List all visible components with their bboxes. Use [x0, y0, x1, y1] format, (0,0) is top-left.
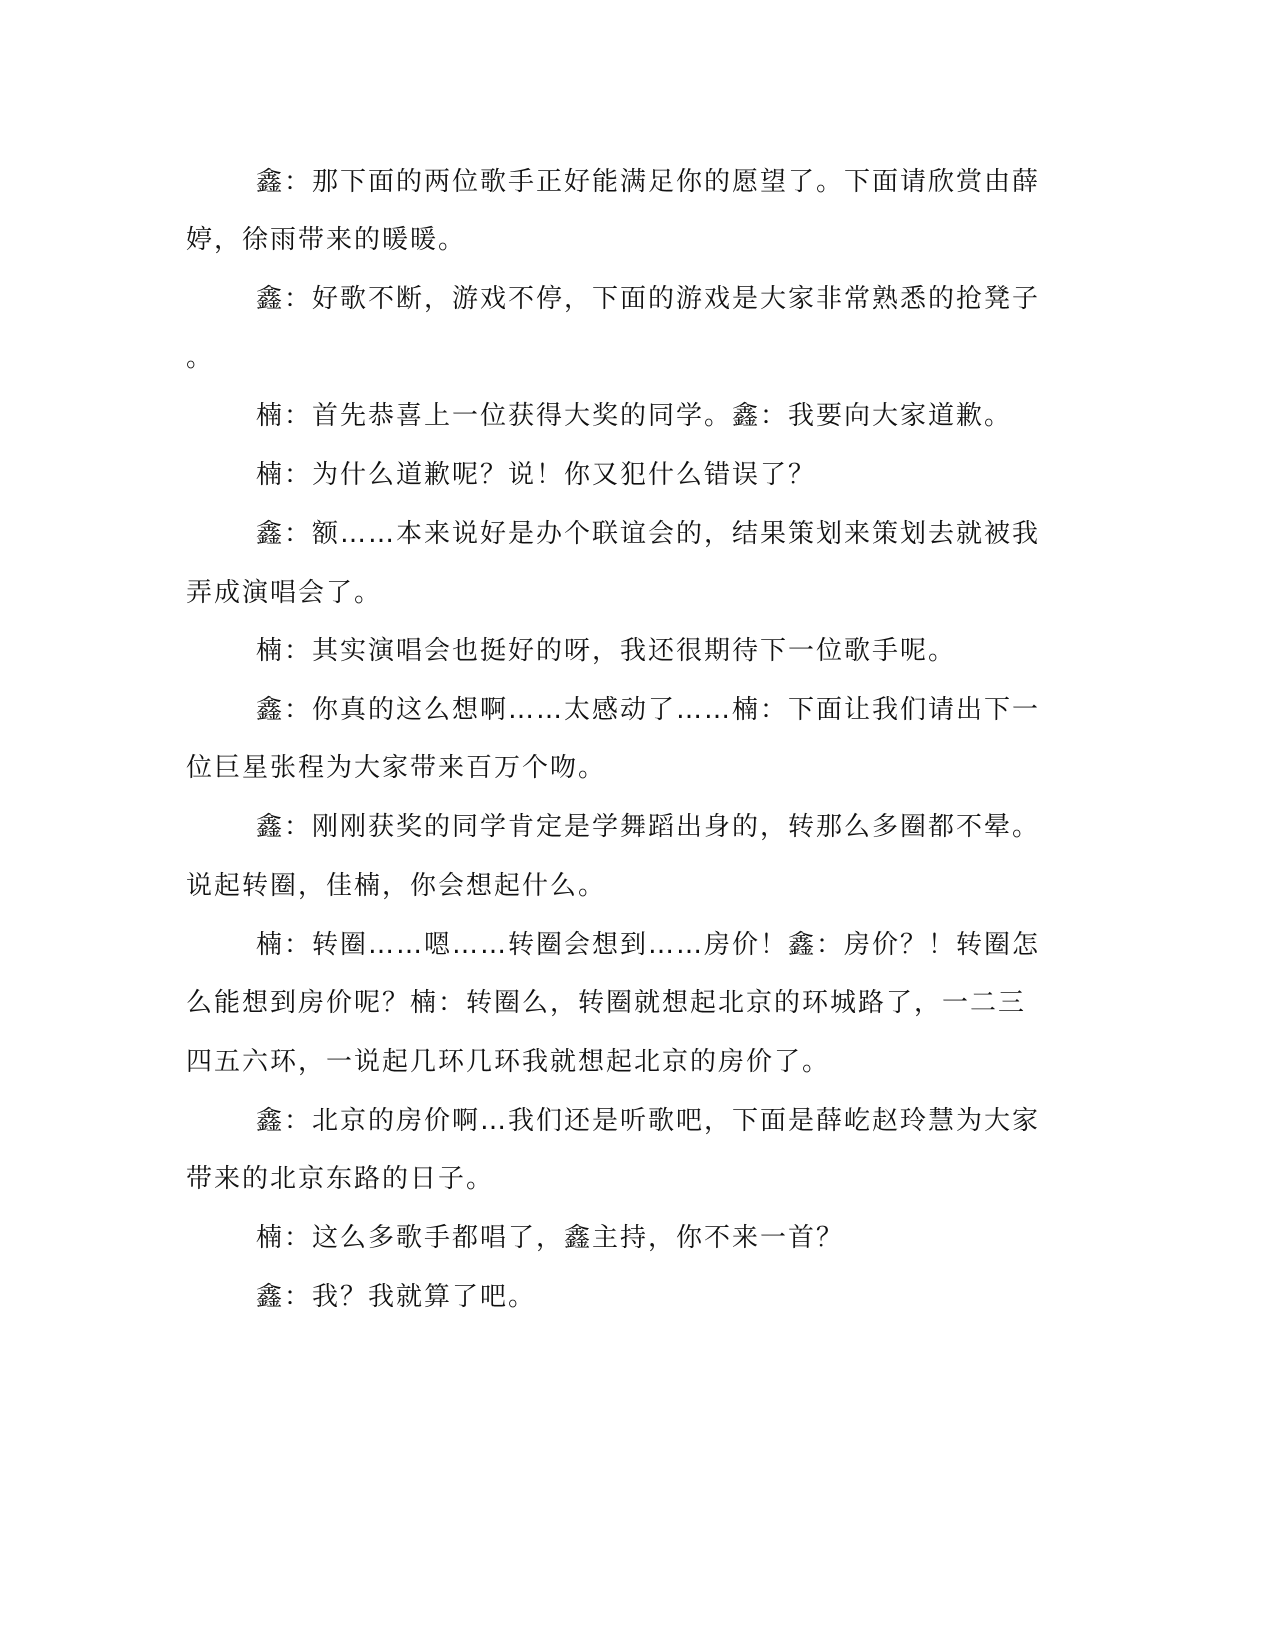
- paragraph-line: 鑫：你真的这么想啊……太感动了……楠：下面让我们请出下一: [256, 695, 1041, 725]
- paragraph-line: 楠：首先恭喜上一位获得大奖的同学。鑫：我要向大家道歉。: [256, 401, 1013, 431]
- paragraph-line: 婷，徐雨带来的暖暖。: [186, 225, 467, 255]
- paragraph-line: 么能想到房价呢？楠：转圈么，转圈就想起北京的环城路了，一二三: [186, 988, 1027, 1018]
- paragraph-line: 鑫：北京的房价啊…我们还是听歌吧，下面是薛屹赵玲慧为大家: [256, 1106, 1041, 1136]
- paragraph-line: 鑫：额……本来说好是办个联谊会的，结果策划来策划去就被我: [256, 519, 1041, 549]
- paragraph-line: 鑫：那下面的两位歌手正好能满足你的愿望了。下面请欣赏由薛: [256, 167, 1041, 197]
- paragraph-line: 。: [186, 343, 215, 373]
- paragraph-line: 带来的北京东路的日子。: [186, 1164, 495, 1194]
- paragraph-line: 弄成演唱会了。: [186, 578, 383, 608]
- paragraph-line: 位巨星张程为大家带来百万个吻。: [186, 753, 607, 783]
- paragraph-line: 说起转圈，佳楠，你会想起什么。: [186, 871, 607, 901]
- paragraph-line: 鑫：刚刚获奖的同学肯定是学舞蹈出身的，转那么多圈都不晕。: [256, 812, 1041, 842]
- paragraph-line: 鑫：好歌不断，游戏不停，下面的游戏是大家非常熟悉的抢凳子: [256, 284, 1041, 314]
- paragraph-line: 楠：转圈……嗯……转圈会想到……房价！鑫：房价？！转圈怎: [256, 930, 1041, 960]
- paragraph-line: 鑫：我？我就算了吧。: [256, 1282, 537, 1312]
- paragraph-line: 楠：这么多歌手都唱了，鑫主持，你不来一首？: [256, 1223, 845, 1253]
- paragraph-line: 四五六环，一说起几环几环我就想起北京的房价了。: [186, 1047, 831, 1077]
- paragraph-line: 楠：其实演唱会也挺好的呀，我还很期待下一位歌手呢。: [256, 636, 957, 666]
- paragraph-line: 楠：为什么道歉呢？说！你又犯什么错误了？: [256, 460, 817, 490]
